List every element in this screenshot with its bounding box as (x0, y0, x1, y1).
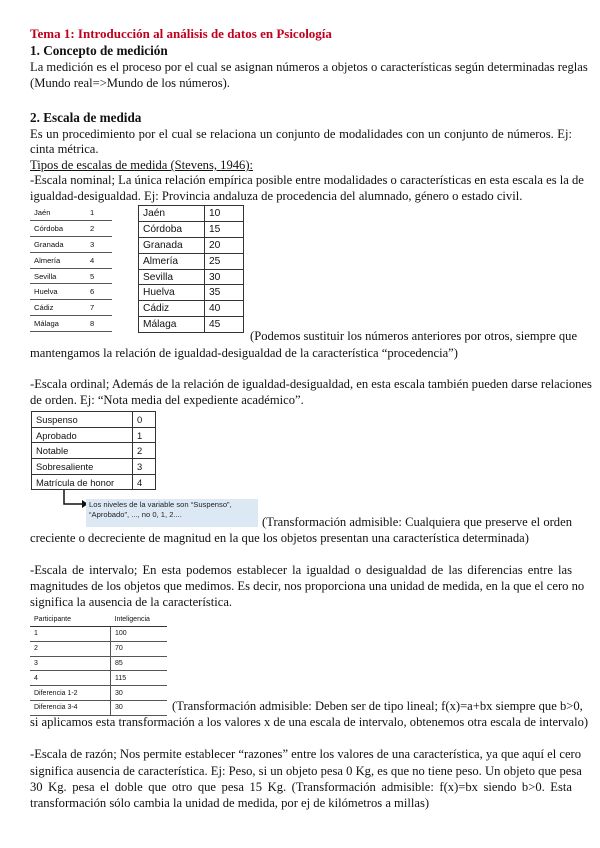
paragraph-line: significa la ausencia de la característica. (30, 595, 233, 609)
table-row (30, 220, 112, 236)
table-cell-value: 8 (88, 316, 112, 332)
table-row (139, 237, 244, 253)
table-cell-value: 1 (133, 427, 156, 443)
paragraph-line: magnitudes de los objetos que medimos. Es decir, nos proporciona una unidad de medida, en la que el cero no (30, 579, 585, 593)
table-cell-label: 4 (30, 671, 111, 686)
paragraph-line: -Escala ordinal; Además de la relación de igualdad-desigualdad, en esta escala también pueden darse relaciones (30, 377, 592, 391)
table-cell-value: 3 (88, 236, 112, 252)
table-row (30, 300, 112, 316)
paragraph-line: (Mundo real=>Mundo de los números). (30, 76, 230, 90)
table-cell-label: Córdoba (139, 221, 205, 237)
table-row (30, 656, 167, 671)
table-row (30, 236, 112, 252)
table-cell-value: 2 (133, 443, 156, 459)
table-cell-value: 85 (111, 656, 168, 671)
table-cell-value: 15 (205, 221, 244, 237)
table-row (139, 206, 244, 222)
table-row (30, 205, 112, 220)
table-row (139, 301, 244, 317)
paragraph-line: -Escala de intervalo; En esta podemos establecer la igualdad o desigualdad de las diferencias entre las (30, 563, 572, 577)
paragraph-line: -Escala nominal; La única relación empírica posible entre modalidades o características en esta escala es la de (30, 173, 584, 187)
table-row (139, 285, 244, 301)
paragraph-line: de orden. Ej: “Nota media del expediente académico”. (30, 393, 304, 407)
table-cell-label: Suspenso (32, 412, 133, 428)
table-cell-value: 35 (205, 285, 244, 301)
table-cell-value: 2 (88, 220, 112, 236)
table-cell-value: 115 (111, 671, 168, 686)
table-row (30, 627, 167, 642)
ordinal-callout: Los niveles de la variable son “Suspenso”, “Aprobado”, ..., no 0, 1, 2.... (86, 499, 258, 527)
table-cell-label: Granada (30, 236, 88, 252)
paragraph-line: mantengamos la relación de igualdad-desigualdad de la característica “procedencia”) (30, 346, 458, 360)
table-cell-label: Jaén (139, 206, 205, 222)
table-cell-value: 30 (111, 686, 168, 701)
table-row (30, 686, 167, 701)
table-cell-label: Aprobado (32, 427, 133, 443)
table-row (139, 317, 244, 333)
table-cell-label: Sobresaliente (32, 459, 133, 475)
table-cell-label: Matrícula de honor (32, 474, 133, 490)
section-1-heading: 1. Concepto de medición (30, 43, 168, 58)
table-row (139, 269, 244, 285)
table-cell-label: Sevilla (30, 268, 88, 284)
table-row (32, 474, 156, 490)
paragraph-line: igualdad-desigualdad. Ej: Provincia andaluza de procedencia del alumnado, género o estado civil. (30, 189, 523, 203)
table-cell-value: 7 (88, 300, 112, 316)
table-cell-value: 3 (133, 459, 156, 475)
interval-table (30, 612, 167, 716)
table-cell-label: Cádiz (139, 301, 205, 317)
paragraph-line: creciente o decreciente de magnitud en la que los objetos presentan una característica determinada) (30, 531, 529, 545)
document-title: Tema 1: Introducción al análisis de datos en Psicología (30, 26, 332, 41)
types-heading: Tipos de escalas de medida (Stevens, 1946): (30, 158, 254, 172)
table-cell-value: 1 (88, 205, 112, 220)
table-row (32, 443, 156, 459)
paragraph-line: transformación sólo cambia la unidad de medida, por ej de kilómetros a millas) (30, 796, 430, 810)
section-2-heading: 2. Escala de medida (30, 110, 142, 125)
table-cell-value: 30 (205, 269, 244, 285)
paragraph-line: Es un procedimiento por el cual se relaciona un conjunto de modalidades con un conjunto de números. Ej: (30, 127, 572, 141)
table-cell-label: 3 (30, 656, 111, 671)
table-cell-label: 1 (30, 627, 111, 642)
table-cell-value: 4 (88, 252, 112, 268)
table-cell-label: Sevilla (139, 269, 205, 285)
table-row (32, 412, 156, 428)
table-cell-value: 70 (111, 641, 168, 656)
table-row (30, 252, 112, 268)
table-row (32, 459, 156, 475)
table-cell-label: Diferencia 3-4 (30, 700, 111, 715)
table-row (30, 268, 112, 284)
table-cell-label: 2 (30, 641, 111, 656)
table-cell-value: 30 (111, 700, 168, 715)
table-cell-label: Málaga (139, 317, 205, 333)
table-cell-label: Diferencia 1-2 (30, 686, 111, 701)
paragraph-line: -Escala de razón; Nos permite establecer “razones” entre los valores de una característica, ya que aquí el cero (30, 747, 582, 761)
table-cell-value: 20 (205, 237, 244, 253)
paragraph-line: La medición es el proceso por el cual se asignan números a objetos o características según determinadas reglas (30, 60, 588, 74)
table-row (30, 641, 167, 656)
table-cell-value: 4 (133, 474, 156, 490)
table-cell-label: Córdoba (30, 220, 88, 236)
table-cell-label: Jaén (30, 205, 88, 220)
nominal-table-a (30, 205, 112, 332)
nominal-table-b (138, 205, 244, 333)
table-cell-value: 5 (88, 268, 112, 284)
paragraph-line: cinta métrica. (30, 142, 99, 156)
table-cell-label: Huelva (139, 285, 205, 301)
table-cell-label: Huelva (30, 284, 88, 300)
table-cell-label: Almería (139, 253, 205, 269)
table-row (30, 316, 112, 332)
table-row (30, 700, 167, 715)
table-cell-label: Granada (139, 237, 205, 253)
column-header: Participante (30, 612, 111, 627)
table-cell-value: 25 (205, 253, 244, 269)
table-cell-value: 0 (133, 412, 156, 428)
paragraph-line: significa ausencia de característica. Ej: Peso, si un objeto pesa 0 Kg, es que no tiene peso. Un objeto que pesa (30, 764, 582, 778)
paragraph-line: 30 Kg. pesa el doble que otro que pesa 15 Kg. (Transformación admisible: f(x)=bx siendo b>0. Esta (30, 780, 572, 794)
table-row (32, 427, 156, 443)
table-cell-value: 100 (111, 627, 168, 642)
table-row (30, 671, 167, 686)
ordinal-table (31, 411, 156, 490)
table-cell-label: Cádiz (30, 300, 88, 316)
paragraph-line: (Transformación admisible: Cualquiera que preserve el orden (262, 515, 572, 529)
paragraph-line: (Podemos sustituir los números anteriores por otros, siempre que (250, 329, 578, 343)
table-cell-value: 40 (205, 301, 244, 317)
table-row (30, 284, 112, 300)
table-row (139, 221, 244, 237)
column-header: Inteligencia (111, 612, 168, 627)
table-row (139, 253, 244, 269)
table-cell-value: 10 (205, 206, 244, 222)
table-cell-label: Almería (30, 252, 88, 268)
table-cell-value: 6 (88, 284, 112, 300)
table-cell-label: Notable (32, 443, 133, 459)
paragraph-line: si aplicamos esta transformación a los valores x de una escala de intervalo, obtenemos otra escala de intervalo) (30, 715, 589, 729)
table-cell-label: Málaga (30, 316, 88, 332)
table-cell-value: 45 (205, 317, 244, 333)
paragraph-line: (Transformación admisible: Deben ser de tipo lineal; f(x)=a+bx siempre que b>0, (172, 699, 583, 713)
